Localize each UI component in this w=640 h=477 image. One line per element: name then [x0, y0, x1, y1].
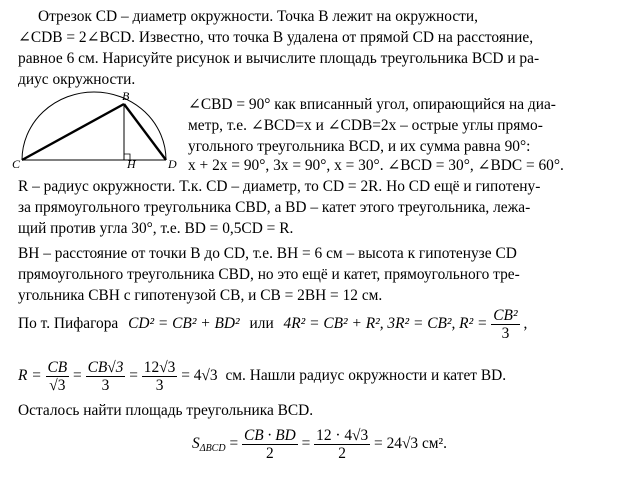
fraction-denominator: 3: [155, 376, 164, 394]
radius-fraction-3: [142, 359, 178, 394]
radius-line-2: за прямоугольного треугольника CBD, а BD – катет этого треугольника, лежа-: [18, 199, 531, 216]
pythagoras-tail: ,: [523, 315, 528, 332]
problem-line-4: диус окружности.: [18, 71, 136, 88]
solution-line-4: x + 2x = 90°, 3x = 90°, x = 30°. ∠BCD = 30°, ∠BDC = 60°.: [188, 157, 564, 174]
fraction-numerator: CB: [47, 358, 68, 376]
area-fraction-1: [242, 427, 298, 462]
pythagoras-eq2: 4R² = CB² + R², 3R² = CB², R² =: [283, 315, 488, 332]
segment-cb: [22, 104, 124, 160]
radius-fraction-1: [46, 359, 70, 394]
problem-line-1: Отрезок CD – диаметр окружности. Точка B лежит на окружности,: [38, 8, 478, 25]
area-lhs: S: [192, 435, 200, 452]
area-fraction-2: [314, 427, 370, 462]
height-line-2: прямоугольного треугольника CBD, но это ещё и катет, прямоугольного тре-: [18, 266, 520, 283]
problem-line-2: ∠CDB = 2∠BCD. Известно, что точка B удалена от прямой CD на расстояние,: [18, 29, 534, 46]
fraction-numerator: CB√3: [87, 358, 124, 376]
radius-computation: [18, 356, 506, 396]
fraction-numerator: CB²: [493, 306, 518, 324]
equals-sign: =: [301, 435, 311, 452]
problem-line-3: равное 6 см. Нарисуйте рисунок и вычислите площадь треугольника BCD и ра-: [18, 50, 540, 67]
fraction-denominator: 3: [101, 376, 110, 394]
fraction-denominator: 2: [266, 444, 274, 462]
semicircle-arc: [22, 89, 166, 160]
label-b: B: [122, 89, 130, 103]
pythagoras-or: или: [249, 315, 274, 332]
label-c: C: [12, 157, 21, 171]
equals-sign: =: [229, 435, 239, 452]
radius-tail: см. Нашли радиус окружности и катет BD.: [225, 367, 507, 384]
radius-lhs: R =: [18, 367, 42, 384]
fraction-numerator: 12 · 4√3: [316, 426, 369, 444]
fraction-numerator: CB · BD: [243, 426, 296, 444]
fraction-denominator: 3: [501, 324, 510, 342]
solution-line-2: метр, т.е. ∠BCD=x и ∠CDB=2x – острые углы прямо-: [188, 117, 543, 134]
label-h: H: [127, 157, 136, 171]
area-lhs-subscript: ΔBCD: [199, 443, 226, 454]
pythagoras-intro: По т. Пифагора: [18, 315, 119, 332]
pythagoras-line: [18, 306, 527, 342]
geometry-figure: [10, 88, 182, 171]
radius-result: = 4√3: [181, 367, 218, 384]
semicircle-diagram: [10, 88, 182, 171]
area-computation: [192, 424, 447, 464]
fraction-denominator: 2: [338, 444, 346, 462]
radius-fraction-2: [86, 359, 126, 394]
solution-line-1: ∠CBD = 90° как вписанный угол, опирающийся на диа-: [188, 96, 556, 113]
remaining-line: Осталось найти площадь треугольника BCD.: [18, 402, 314, 419]
solution-line-3: угольного треугольника BCD, и их сумма равна 90°:: [188, 138, 531, 155]
r-squared-fraction: [491, 307, 519, 342]
label-d: D: [168, 157, 177, 171]
fraction-denominator: √3: [49, 376, 66, 394]
pythagoras-eq1: CD² = CB² + BD²: [128, 315, 240, 332]
equals-sign: =: [73, 367, 82, 384]
equals-sign: =: [129, 367, 138, 384]
height-line-3: угольника CBH с гипотенузой CB, и CB = 2BH = 12 см.: [18, 287, 383, 304]
area-result: = 24√3 см².: [374, 435, 447, 452]
radius-line-1: R – радиус окружности. Т.к. CD – диаметр, то CD = 2R. Но CD ещё и гипотену-: [18, 178, 541, 195]
height-line-1: BH – расстояние от точки B до CD, т.е. BH = 6 см – высота к гипотенузе CD: [18, 245, 517, 262]
radius-line-3: щий против угла 30°, т.е. BD = 0,5CD = R.: [18, 220, 294, 237]
fraction-numerator: 12√3: [143, 358, 176, 376]
